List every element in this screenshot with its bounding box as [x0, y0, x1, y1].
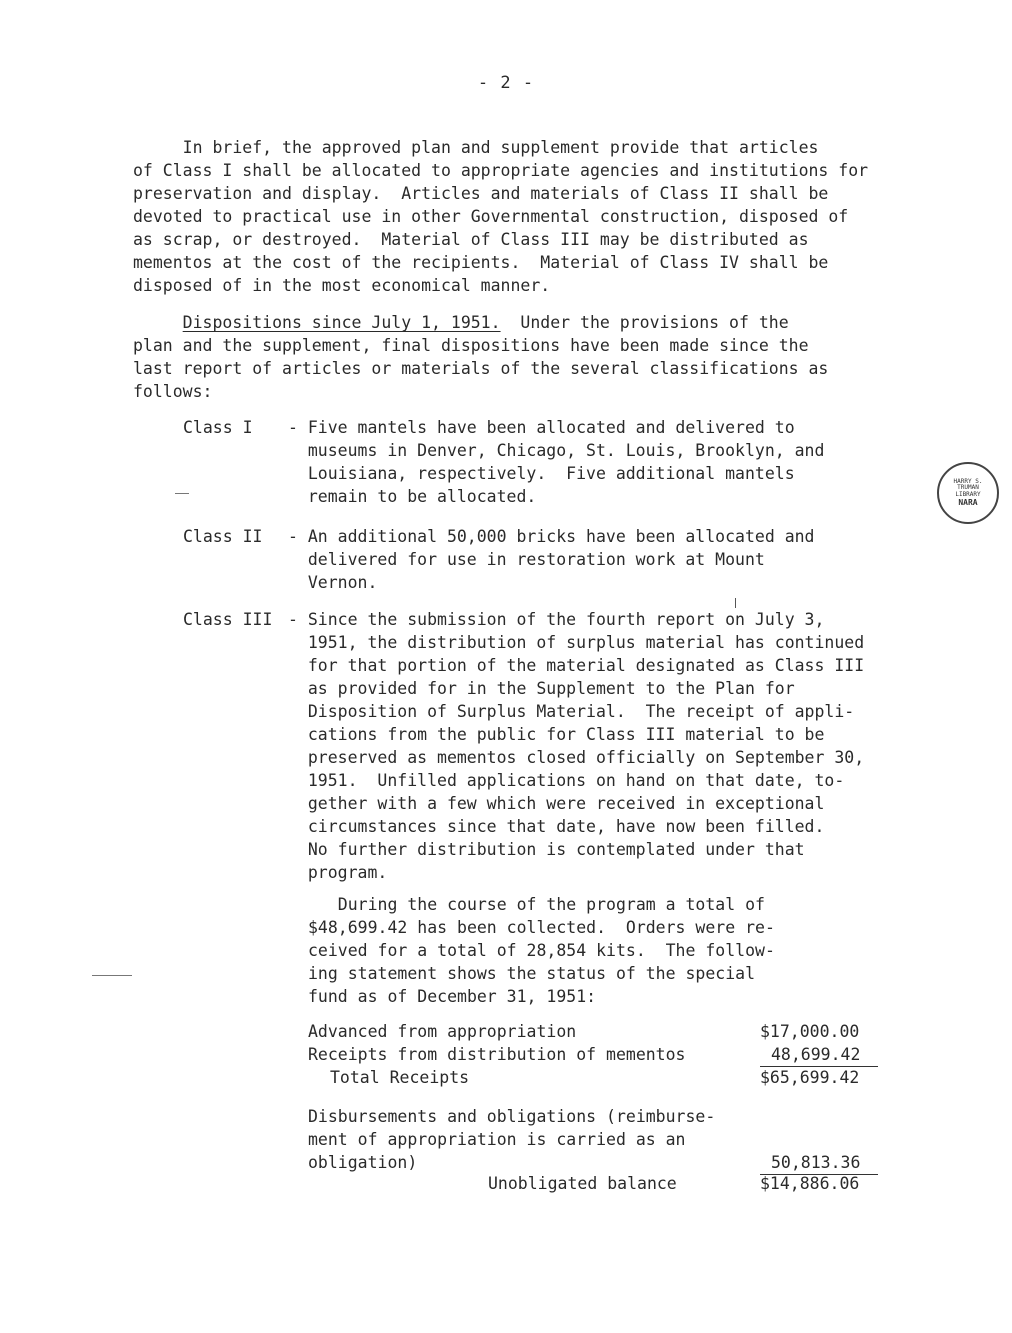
disbursements-value: 50,813.36 [771, 1153, 861, 1172]
class-line: - Since the submission of the fourth report on July 3, [288, 610, 825, 629]
class-line: program. [288, 863, 388, 882]
class-line: gether with a few which were received in exceptional [288, 794, 825, 813]
para1-line: disposed of in the most economical manner. [133, 276, 551, 295]
class-line: for that portion of the material designated as Class III [288, 656, 865, 675]
class-line: as provided for in the Supplement to the Plan for [288, 679, 795, 698]
para3-line: fund as of December 31, 1951: [308, 987, 597, 1006]
para2-line: Under the provisions of the [500, 313, 789, 332]
para1-line: as scrap, or destroyed. Material of Class III may be distributed as [133, 230, 809, 249]
para1-line: devoted to practical use in other Governmental construction, disposed of [133, 207, 849, 226]
disbursements-line: obligation) [308, 1153, 418, 1172]
advanced-label: Advanced from appropriation [308, 1022, 577, 1041]
class-label: Class I [183, 418, 253, 437]
stamp-center-text: NARA [958, 498, 978, 508]
class-line: circumstances since that date, have now been filled. [288, 817, 825, 836]
class-label: Class II [183, 527, 263, 546]
sum-rule [760, 1066, 878, 1067]
para1-line: preservation and display. Articles and materials of Class II shall be [133, 184, 829, 203]
class-line: - Five mantels have been allocated and delivered to [288, 418, 795, 437]
disbursements-line: ment of appropriation is carried as an [308, 1130, 686, 1149]
class-line: remain to be allocated. [288, 487, 537, 506]
page-number: - 2 - [477, 73, 535, 93]
class-line: museums in Denver, Chicago, St. Louis, Brooklyn, and [288, 441, 825, 460]
class-line: Disposition of Surplus Material. The receipt of appli- [288, 702, 855, 721]
para1-line: of Class I shall be allocated to appropriate agencies and institutions for [133, 161, 869, 180]
para3-line: ceived for a total of 28,854 kits. The follow- [308, 941, 775, 960]
class-line: - An additional 50,000 bricks have been allocated and [288, 527, 815, 546]
class-line: cations from the public for Class III material to be [288, 725, 825, 744]
stamp-ring-text: HARRY S. TRUMAN LIBRARY [953, 477, 983, 498]
para2-heading: Dispositions since July 1, 1951. [182, 313, 501, 332]
para2-first-line [133, 315, 789, 332]
receipts-label: Receipts from distribution of mementos [308, 1045, 686, 1064]
balance-label: Unobligated balance [488, 1174, 677, 1193]
class-line: 1951, the distribution of surplus material has continued [288, 633, 865, 652]
class-line: Louisiana, respectively. Five additional mantels [288, 464, 795, 483]
stray-mark [175, 493, 189, 494]
receipts-value: 48,699.42 [771, 1045, 861, 1064]
para2-line: plan and the supplement, final dispositions have been made since the [133, 336, 809, 355]
class-line: delivered for use in restoration work at Mount [288, 550, 765, 569]
class-line: preserved as mementos closed officially on September 30, [288, 748, 865, 767]
total-label: Total Receipts [330, 1068, 470, 1087]
class-line: Vernon. [288, 573, 378, 592]
para3-line: $48,699.42 has been collected. Orders were re- [308, 918, 775, 937]
class-line: 1951. Unfilled applications on hand on that date, to- [288, 771, 845, 790]
stray-mark [92, 975, 132, 976]
para2-line: last report of articles or materials of the several classifications as [133, 359, 829, 378]
para3-line: During the course of the program a total of [308, 895, 765, 914]
library-stamp [937, 462, 999, 524]
para3-line: ing statement shows the status of the special [308, 964, 756, 983]
disbursements-line: Disbursements and obligations (reimburse- [308, 1107, 716, 1126]
class-line: No further distribution is contemplated under that [288, 840, 805, 859]
advanced-value: $17,000.00 [760, 1022, 860, 1041]
stray-mark [735, 598, 736, 608]
para1-line: In brief, the approved plan and supplement provide that articles [133, 138, 819, 157]
class-label: Class III [183, 610, 273, 629]
para1-line: mementos at the cost of the recipients. Material of Class IV shall be [133, 253, 829, 272]
balance-value: $14,886.06 [760, 1174, 860, 1193]
total-value: $65,699.42 [760, 1068, 860, 1087]
para2-line: follows: [133, 382, 213, 401]
